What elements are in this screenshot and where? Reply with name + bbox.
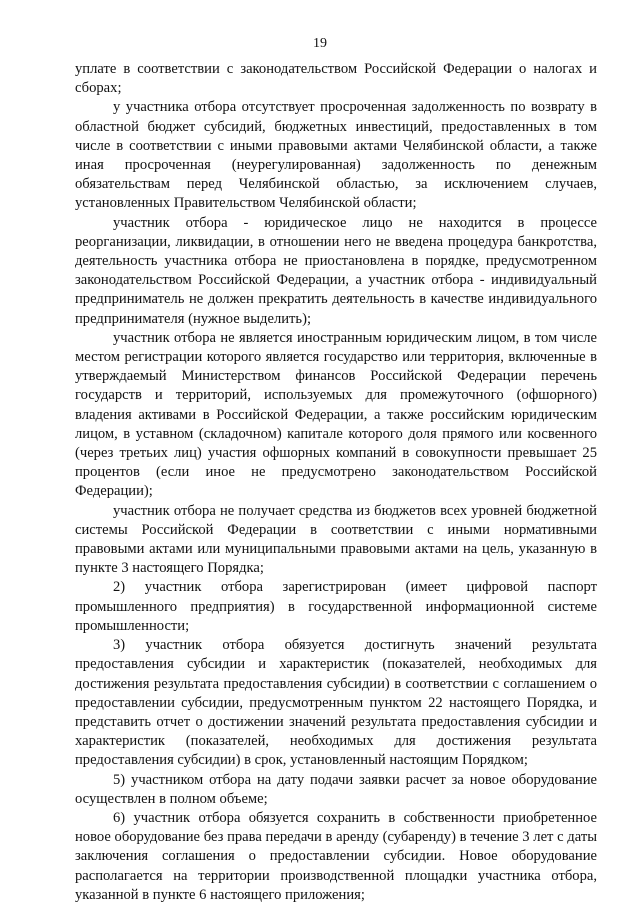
paragraph-7: 3) участник отбора обязуется достигнуть значений результата предоставления субсидии и характеристик (показателей, необходимых для достижения результата предоставления субсидии) в соответствии с соглашением о предоставлении субсидии, предусмотренным пунктом 22 настоящего Порядка, и представить отчет о достижении значений результата предоставления субсидии и характеристик (показателей, необходимых для достижения результата предоставления субсидии) в срок, установленный настоящим Порядком; <box>75 637 597 769</box>
page-number: 19 <box>313 36 327 51</box>
paragraph-9: 6) участник отбора обязуется сохранить в собственности приобретенное новое оборудование без права передачи в аренду (субаренду) в течение 3 лет с даты заключения соглашения о предоставлении субсидии. Новое оборудование располагается на территории производственной площадки участника отбора, указанной в пункте 6 настоящего приложения; <box>75 809 597 903</box>
paragraph-8: 5) участником отбора на дату подачи заявки расчет за новое оборудование осуществлен в полном объеме; <box>75 771 597 807</box>
paragraph-4: участник отбора не является иностранным юридическим лицом, в том числе местом регистрации которого является государство или территория, включенные в утверждаемый Министерством финансов Российской Федерации перечень государств и территорий, используемых для промежуточного (офшорного) владения активами в Российской Федерации, а также российским юридическим лицом, в уставном (складочном) капитале которого доля прямого или косвенного (через третьих лиц) участия офшорных компаний в совокупности превышает 25 процентов (если иное не предусмотрено законодательством Российской Федерации); <box>75 329 597 500</box>
paragraph-6: 2) участник отбора зарегистрирован (имеет цифровой паспорт промышленного предприятия) в государственной информационной системе промышленности; <box>75 579 597 634</box>
paragraph-5: участник отбора не получает средства из бюджетов всех уровней бюджетной системы Российской Федерации в соответствии с иными нормативными правовыми актами или муниципальными правовыми актами на цель, указанную в пункте 3 настоящего Порядка; <box>75 502 597 577</box>
document-body <box>75 60 597 905</box>
paragraph-3: участник отбора - юридическое лицо не находится в процессе реорганизации, ликвидации, в отношении него не введена процедура банкротства, деятельность участника отбора не приостановлена в порядке, предусмотренном законодательством Российской Федерации, а участник отбора - индивидуальный предприниматель не должен прекратить деятельность в качестве индивидуального предпринимателя (нужное выделить); <box>75 214 597 327</box>
paragraph-2: у участника отбора отсутствует просроченная задолженность по возврату в областной бюджет субсидий, бюджетных инвестиций, предоставленных в том числе в соответствии с иными правовыми актами Челябинской области, а также иная просроченная (неурегулированная) задолженность по денежным обязательствам перед Челябинской областью, за исключением случаев, установленных Правительством Челябинской области; <box>75 99 597 212</box>
paragraph-1: уплате в соответствии с законодательством Российской Федерации о налогах и сборах; <box>75 61 597 97</box>
